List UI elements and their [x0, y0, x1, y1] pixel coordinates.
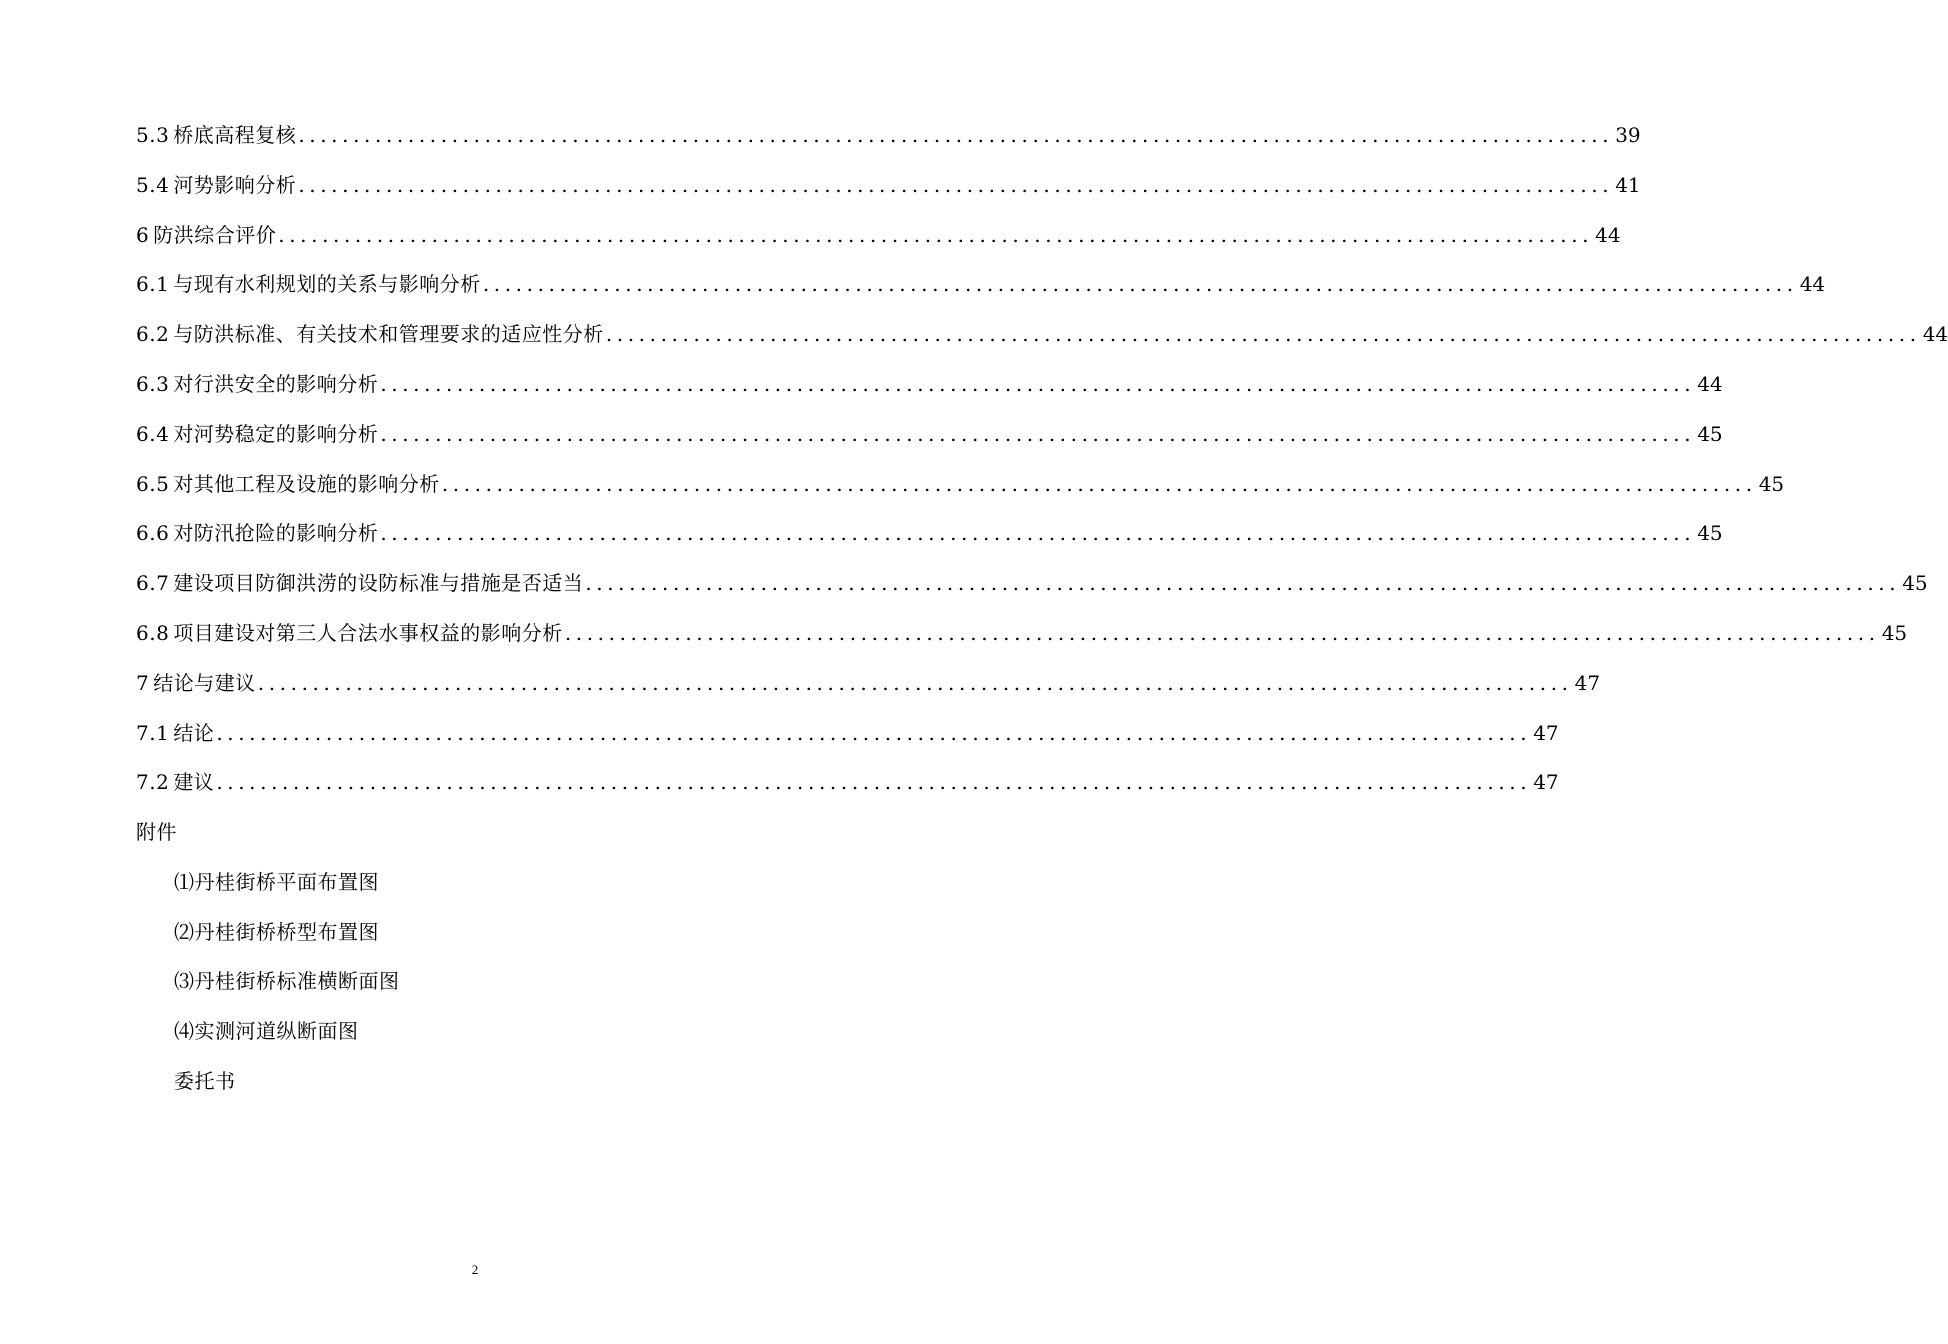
toc-entry-number: 6.2 [136, 322, 170, 347]
toc-entry-page: 45 [1881, 620, 1908, 645]
toc-entry-page: 39 [1615, 123, 1641, 147]
toc-entry-title: 与防洪标准、有关技术和管理要求的适应性分析 [173, 322, 604, 347]
toc-entry-title: 建设项目防御洪涝的设防标准与措施是否适当 [173, 571, 584, 596]
toc-entry-title: 桥底高程复核 [173, 123, 297, 147]
toc-dot-leader: ........................................................................................................................ [380, 421, 1696, 446]
toc-entry[interactable] [136, 416, 1723, 466]
toc-entry[interactable] [136, 615, 1908, 665]
toc-entry[interactable] [136, 466, 1785, 516]
toc-entry-number: 6.4 [136, 421, 170, 446]
toc-entry[interactable] [136, 217, 1621, 267]
toc-entry-title: 对防汛抢险的影响分析 [173, 521, 379, 546]
toc-entry-title: 防洪综合评价 [153, 222, 277, 247]
toc-entry-number: 6.8 [136, 620, 170, 645]
toc-entry-title: 结论与建议 [153, 670, 256, 695]
toc-dot-leader: ........................................................................................................................ [380, 371, 1696, 396]
toc-dot-leader: ........................................................................................................................ [585, 571, 1901, 596]
attachment-item[interactable]: ⑴丹桂街桥平面布置图 [174, 869, 379, 894]
toc-entry[interactable] [136, 266, 1826, 316]
toc-dot-leader: ........................................................................................................................ [216, 720, 1532, 745]
toc-entry-page: 47 [1533, 720, 1559, 745]
toc-entry-title: 河势影响分析 [173, 172, 297, 197]
attachment-item[interactable]: ⑶丹桂街桥标准横断面图 [174, 969, 400, 994]
toc-dot-leader: ........................................................................................................................ [298, 172, 1614, 197]
toc-entry-number: 7 [136, 670, 150, 695]
attachment-item[interactable]: ⑷实测河道纵断面图 [174, 1019, 359, 1044]
toc-dot-leader: ........................................................................................................................ [257, 670, 1573, 695]
toc-dot-leader: ........................................................................................................................ [564, 620, 1880, 645]
toc-dot-leader: ........................................................................................................................ [216, 770, 1532, 795]
toc-entry[interactable] [136, 366, 1723, 416]
toc-dot-leader: ........................................................................................................................ [441, 471, 1757, 496]
toc-entry[interactable] [136, 764, 1559, 814]
toc-entry-title: 结论 [173, 720, 215, 745]
toc-dot-leader: ........................................................................................................................ [482, 272, 1798, 297]
toc-entry-page: 45 [1697, 421, 1723, 446]
toc-entry-number: 5.3 [136, 123, 170, 147]
toc-entry-number: 6.3 [136, 371, 170, 396]
toc-dot-leader: ........................................................................................................................ [605, 322, 1921, 347]
toc-entry-title: 与现有水利规划的关系与影响分析 [173, 272, 481, 297]
toc-entry-page: 45 [1758, 471, 1785, 496]
toc-entry-title: 建议 [173, 770, 215, 795]
attachments-heading: 附件 [136, 820, 177, 844]
attachment-item[interactable]: ⑵丹桂街桥桥型布置图 [174, 919, 379, 944]
attachments-section [136, 814, 836, 1113]
toc-entry[interactable] [136, 316, 1948, 366]
toc-entry-page: 44 [1799, 272, 1826, 297]
toc-entry-number: 7.2 [136, 770, 170, 795]
toc-dot-leader: ........................................................................................................................ [278, 222, 1594, 247]
toc-entry-number: 6.6 [136, 521, 170, 546]
toc-entry-number: 5.4 [136, 172, 170, 197]
toc-entry-number: 7.1 [136, 720, 170, 745]
toc-entry[interactable] [136, 515, 1723, 565]
table-of-contents [136, 117, 1948, 814]
toc-entry[interactable] [136, 117, 1641, 167]
toc-entry-number: 6.5 [136, 471, 170, 496]
toc-entry-page: 47 [1574, 670, 1601, 695]
toc-dot-leader: ........................................................................................................................ [380, 521, 1696, 546]
page-number: 2 [471, 1262, 479, 1277]
toc-entry-page: 44 [1595, 222, 1621, 247]
toc-entry-page: 45 [1902, 571, 1928, 596]
toc-entry-number: 6 [136, 222, 150, 247]
toc-entry-title: 对行洪安全的影响分析 [173, 371, 379, 396]
toc-entry-title: 对其他工程及设施的影响分析 [173, 471, 440, 496]
toc-entry-page: 44 [1922, 322, 1948, 347]
toc-entry-page: 45 [1697, 521, 1723, 546]
toc-entry-page: 41 [1615, 172, 1641, 197]
toc-entry-title: 对河势稳定的影响分析 [173, 421, 379, 446]
toc-entry[interactable] [136, 167, 1641, 217]
toc-entry[interactable] [136, 715, 1559, 765]
attachment-item[interactable]: 委托书 [174, 1068, 236, 1093]
toc-entry-page: 47 [1533, 770, 1559, 795]
toc-entry-number: 6.1 [136, 272, 170, 297]
toc-dot-leader: ........................................................................................................................ [298, 123, 1614, 147]
toc-entry-page: 44 [1697, 371, 1723, 396]
toc-entry-number: 6.7 [136, 571, 170, 596]
toc-entry[interactable] [136, 565, 1928, 615]
toc-entry[interactable] [136, 665, 1601, 715]
toc-entry-title: 项目建设对第三人合法水事权益的影响分析 [173, 620, 563, 645]
